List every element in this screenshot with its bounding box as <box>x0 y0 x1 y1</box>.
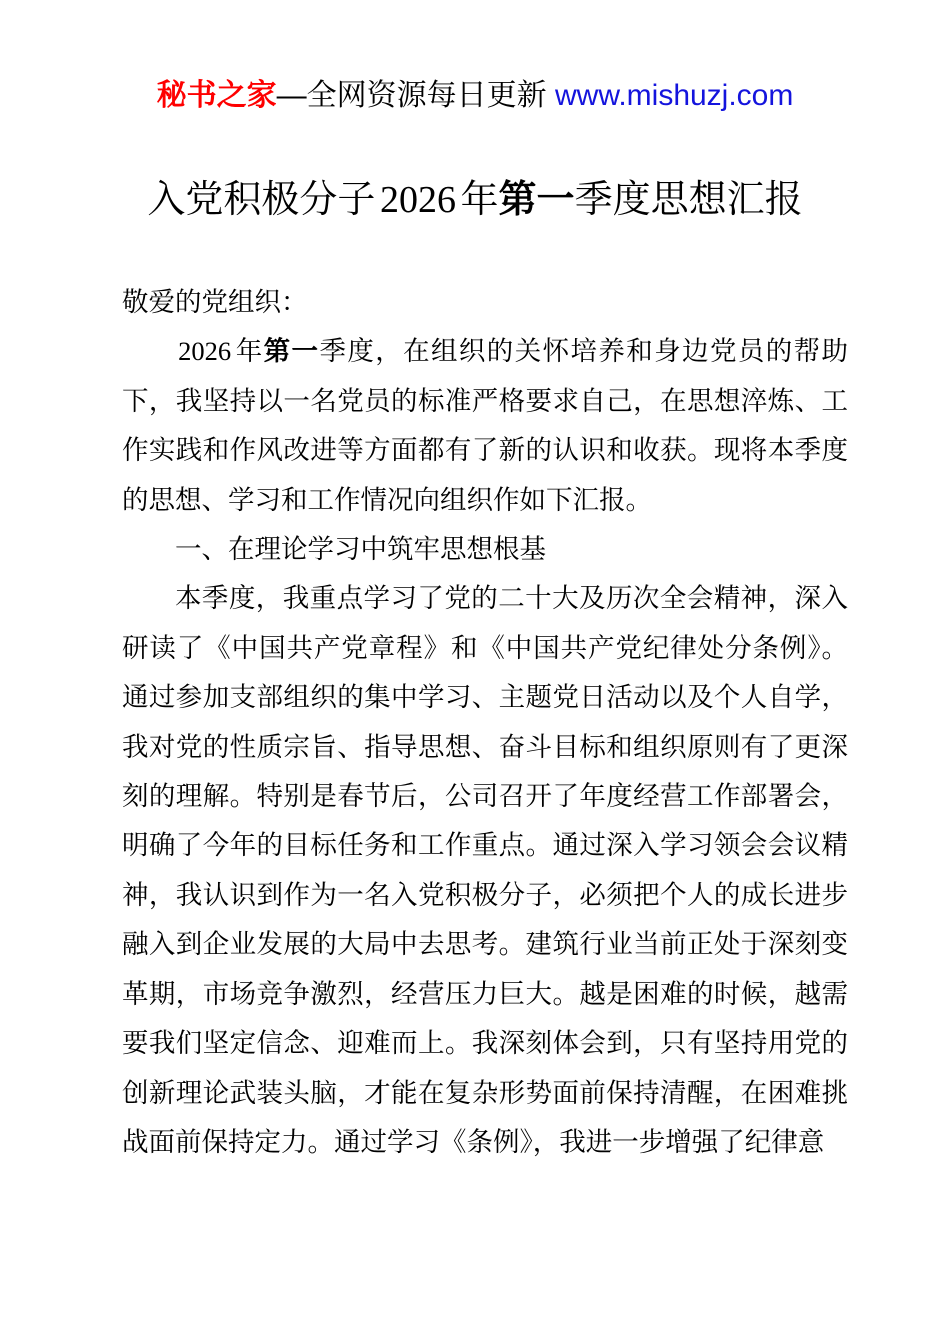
opening-text: 季度，在组织的关怀培养和身边党员的帮助下，我坚持以一名党员的标准严格要求自己，在思想淬炼、工作实践和作风改进等方面都有了新的认识和收获。现将本季度的思想、学习和工作情况向组织作如下汇报。 <box>122 336 849 515</box>
title-year: 2026 <box>379 179 456 221</box>
paragraph-opening <box>122 327 848 525</box>
site-url-link[interactable]: www.mishuzj.com <box>554 79 794 112</box>
site-brand: 秘书之家 <box>156 79 277 112</box>
title-prefix: 入党积极分子 <box>147 179 376 221</box>
title-suffix: 季度思想汇报 <box>574 179 803 221</box>
document-title <box>0 174 950 226</box>
opening-year: 2026 <box>178 336 232 367</box>
site-header <box>0 76 950 116</box>
section-heading-1: 一、在理论学习中筑牢思想根基 <box>175 534 546 565</box>
site-tagline: —全网资源每日更新 <box>276 79 555 112</box>
title-year-char: 年 <box>460 179 499 221</box>
paragraph-section-1: 本季度，我重点学习了党的二十大及历次全会精神，深入研读了《中国共产党章程》和《中国共产党纪律处分条例》。通过参加支部组织的集中学习、主题党日活动以及个人自学，我对党的性质宗旨、指导思想、奋斗目标和组织原则有了更深刻的理解。特别是春节后，公司召开了年度经营工作部署会，明确了今年的目标任务和工作重点。通过深入学习领会会议精神，我认识到作为一名入党积极分子，必须把个人的成长进步融入到企业发展的大局中去思考。建筑行业当前正处于深刻变革期，市场竞争激烈，经营压力巨大。越是困难的时候，越需要我们坚定信念、迎难而上。我深刻体会到，只有坚持用党的创新理论武装头脑，才能在复杂形势面前保持清醒，在困难挑战面前保持定力。通过学习《条例》，我进一步增强了纪律意 <box>122 583 848 1157</box>
opening-year-char: 年 <box>234 336 264 367</box>
salutation: 敬爱的党组织： <box>122 287 308 317</box>
opening-quarter-bold: 第一 <box>263 336 320 367</box>
title-quarter-bold: 第一 <box>498 179 575 221</box>
document-body <box>122 278 848 1167</box>
